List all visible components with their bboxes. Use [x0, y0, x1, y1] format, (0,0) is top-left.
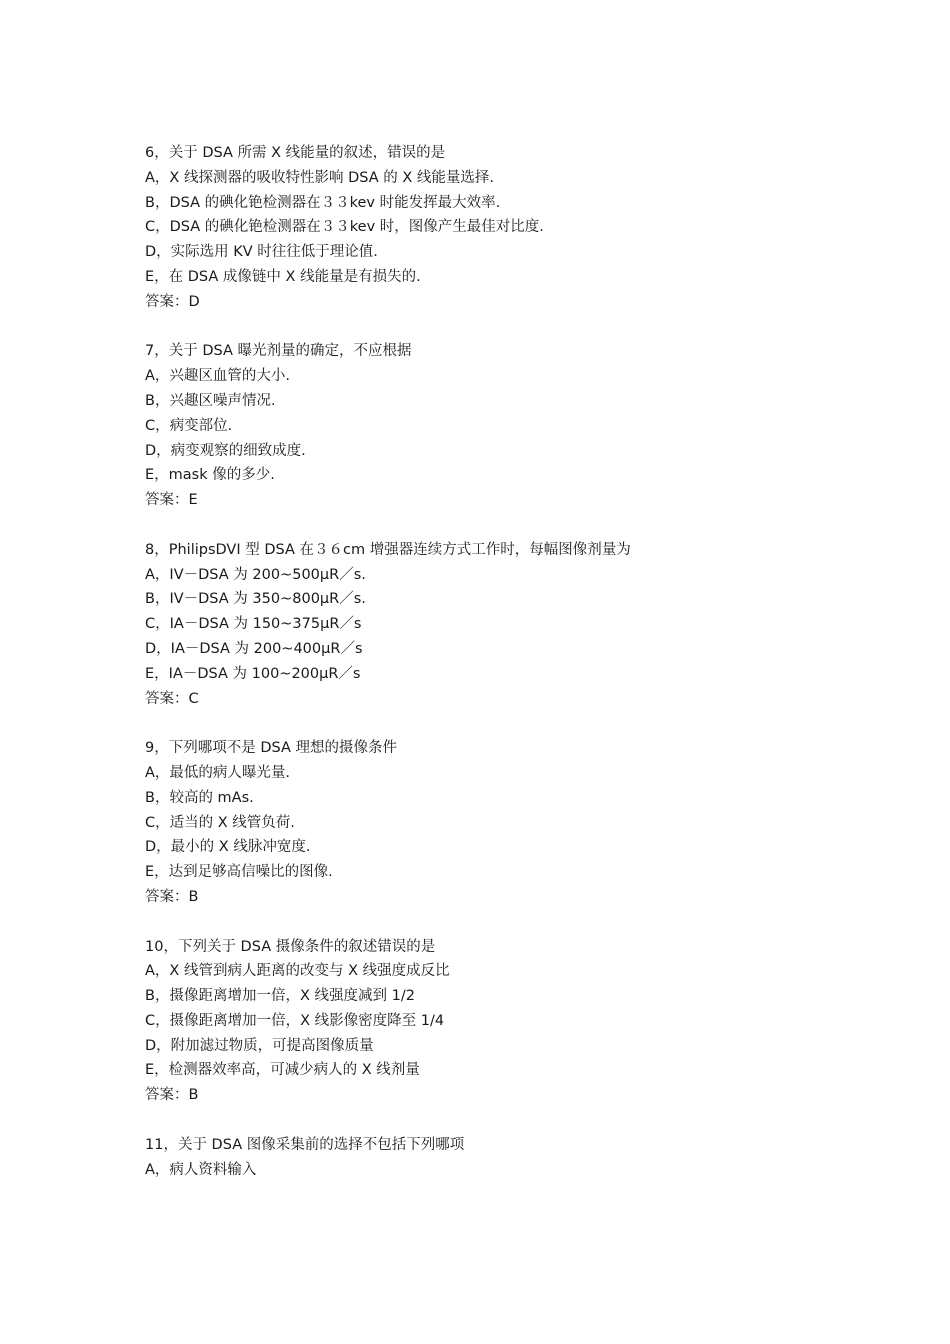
- option-d: D，最小的 X 线脉冲宽度.: [145, 839, 311, 856]
- answer: 答案：B: [145, 888, 199, 905]
- question-6: [145, 141, 865, 315]
- option-b: B，较高的 mAs.: [145, 789, 254, 806]
- option-c: C，IA－DSA 为 150~375μR／s: [145, 616, 362, 633]
- option-b: B，IV－DSA 为 350~800μR／s.: [145, 591, 366, 608]
- option-c: C，摄像距离增加一倍，X 线影像密度降至 1/4: [145, 1012, 445, 1029]
- question-stem: 9，下列哪项不是 DSA 理想的摄像条件: [145, 740, 397, 757]
- question-stem: 10，下列关于 DSA 摄像条件的叙述错误的是: [145, 938, 436, 955]
- question-11: [145, 1133, 865, 1183]
- option-e: E，mask 像的多少.: [145, 467, 275, 484]
- option-e: E，达到足够高信噪比的图像.: [145, 864, 333, 881]
- option-c: C，适当的 X 线管负荷.: [145, 814, 295, 831]
- option-a: A，最低的病人曝光量.: [145, 764, 291, 781]
- question-stem: 8，PhilipsDVI 型 DSA 在３６cm 增强器连续方式工作时，每幅图像剂量为: [145, 541, 631, 558]
- answer: 答案：B: [145, 1087, 199, 1104]
- question-8: [145, 538, 865, 712]
- option-b: B，兴趣区噪声情况.: [145, 392, 276, 409]
- option-c: C，病变部位.: [145, 417, 233, 434]
- option-a: A，X 线探测器的吸收特性影响 DSA 的 X 线能量选择.: [145, 169, 494, 186]
- option-d: D，附加滤过物质，可提高图像质量: [145, 1037, 374, 1054]
- option-e: E，IA－DSA 为 100~200μR／s: [145, 665, 361, 682]
- option-b: B，摄像距离增加一倍，X 线强度减到 1/2: [145, 988, 415, 1005]
- question-stem: 11，关于 DSA 图像采集前的选择不包括下列哪项: [145, 1136, 465, 1153]
- option-d: D，实际选用 KV 时往往低于理论值.: [145, 244, 378, 261]
- option-b: B，DSA 的碘化铯检测器在３３kev 时能发挥最大效率.: [145, 194, 501, 211]
- answer: 答案：E: [145, 492, 198, 509]
- answer: 答案：D: [145, 293, 200, 310]
- question-10: [145, 935, 865, 1109]
- question-stem: 6，关于 DSA 所需 X 线能量的叙述，错误的是: [145, 145, 446, 161]
- question-list: [145, 141, 865, 1182]
- option-c: C，DSA 的碘化铯检测器在３３kev 时，图像产生最佳对比度.: [145, 219, 544, 236]
- option-d: D，IA－DSA 为 200~400μR／s: [145, 640, 363, 657]
- option-a: A，兴趣区血管的大小.: [145, 368, 291, 385]
- option-e: E，在 DSA 成像链中 X 线能量是有损失的.: [145, 268, 421, 285]
- question-7: [145, 339, 865, 513]
- option-a: A，X 线管到病人距离的改变与 X 线强度成反比: [145, 963, 450, 980]
- answer: 答案：C: [145, 690, 199, 707]
- option-d: D，病变观察的细致成度.: [145, 442, 306, 459]
- option-a: A，IV－DSA 为 200~500μR／s.: [145, 566, 366, 583]
- option-a: A，病人资料输入: [145, 1161, 257, 1178]
- option-e: E，检测器效率高，可减少病人的 X 线剂量: [145, 1062, 420, 1079]
- question-9: [145, 736, 865, 910]
- question-stem: 7，关于 DSA 曝光剂量的确定，不应根据: [145, 343, 412, 360]
